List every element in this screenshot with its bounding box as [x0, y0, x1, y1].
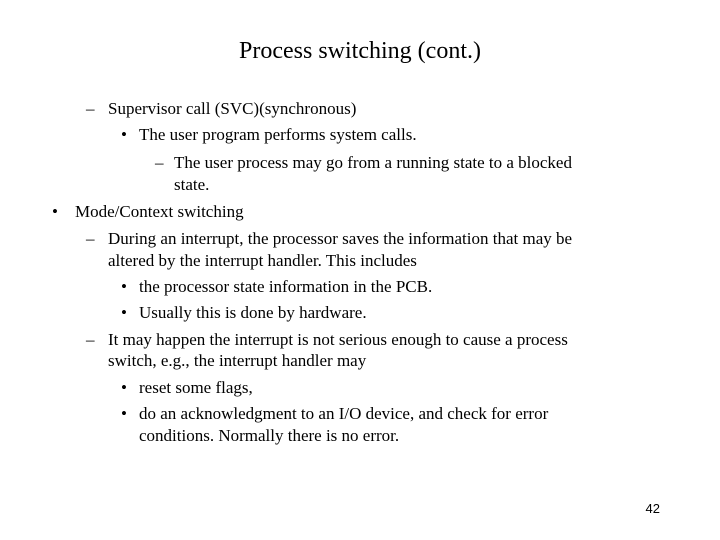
bullet-dot-marker: • [121, 303, 127, 322]
bullet-notserious-line1: It may happen the interrupt is not serious enough to cause a process [108, 330, 568, 349]
dash-marker: – [155, 153, 164, 172]
bullet-interrupt-sub2: Usually this is done by hardware. [139, 303, 367, 322]
bullet-interrupt-line1: During an interrupt, the processor saves the information that may be [108, 229, 573, 248]
bullet-notserious-sub1: reset some flags, [139, 378, 253, 397]
slide-title: Process switching (cont.) [239, 38, 481, 64]
bullet-svc-sub2-line1: The user process may go from a running state to a blocked [174, 153, 572, 172]
dash-marker: – [86, 330, 95, 349]
bullet-notserious-sub2-line1: do an acknowledgment to an I/O device, and check for error [139, 404, 549, 423]
bullet-dot-marker: • [121, 277, 127, 296]
bullet-interrupt-line2: altered by the interrupt handler. This includes [108, 251, 417, 270]
bullet-dot-marker: • [52, 202, 58, 221]
bullet-svc-sub: The user program performs system calls. [139, 125, 417, 144]
bullet-notserious-line2: switch, e.g., the interrupt handler may [108, 351, 367, 370]
bullet-dot-marker: • [121, 125, 127, 144]
bullet-svc-sub2-line2: state. [174, 175, 210, 194]
bullet-dot-marker: • [121, 404, 127, 423]
page-number: 42 [645, 501, 660, 516]
bullet-svc: Supervisor call (SVC)(synchronous) [108, 99, 357, 118]
dash-marker: – [86, 229, 95, 248]
dash-marker: – [86, 99, 95, 118]
bullet-interrupt-sub1: the processor state information in the PCB. [139, 277, 433, 296]
bullet-dot-marker: • [121, 378, 127, 397]
bullet-mode-switch: Mode/Context switching [75, 202, 244, 221]
bullet-notserious-sub2-line2: conditions. Normally there is no error. [139, 426, 400, 445]
